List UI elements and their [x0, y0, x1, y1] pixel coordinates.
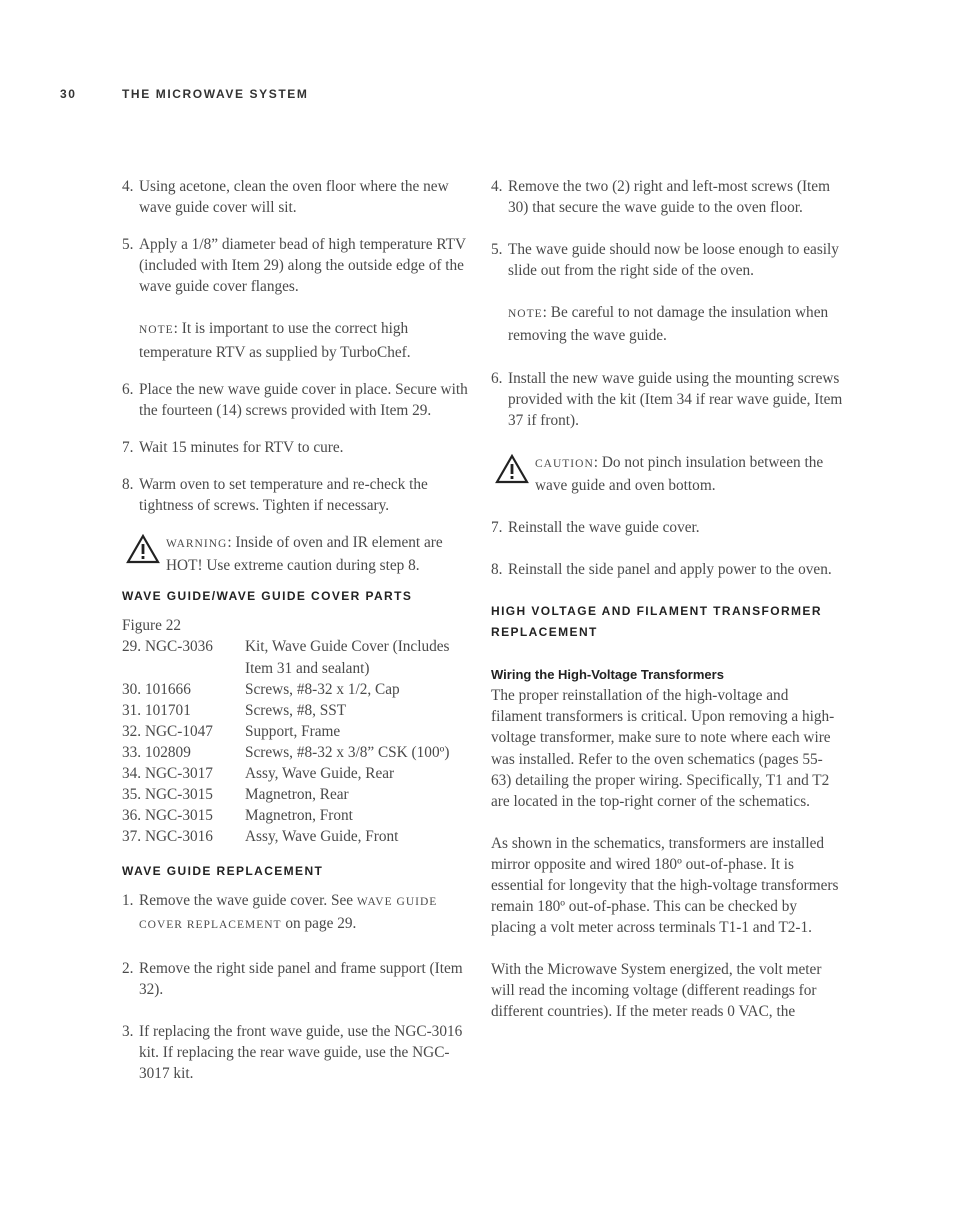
- figure-label: Figure 22: [122, 617, 182, 635]
- parts-row: 37. NGC-3016 Assy, Wave Guide, Front: [122, 828, 399, 846]
- running-title: THE MICROWAVE SYSTEM: [122, 87, 309, 101]
- parts-row: 35. NGC-3015 Magnetron, Rear: [122, 786, 349, 804]
- parts-row: 30. 101666 Screws, #8-32 x 1/2, Cap: [122, 680, 400, 698]
- note-label: NOTE: [139, 324, 174, 337]
- caution-callout: CAUTION: Do not pinch insulation between the wave guide and oven bottom.: [491, 452, 843, 496]
- warning-callout: WARNING: Inside of oven and IR element are HOT! Use extreme caution during step 8.: [122, 532, 474, 576]
- list-item: 4. Using acetone, clean the oven floor where the new wave guide cover will sit.: [122, 178, 449, 217]
- parts-row: 33. 102809 Screws, #8-32 x 3/8” CSK (100º): [122, 743, 450, 761]
- parts-row: 29. NGC-3036 Kit, Wave Guide Cover (Includes Item 31 and sealant): [122, 638, 450, 677]
- list-item: 3. If replacing the front wave guide, use the NGC-3016 kit. If replacing the rear wave guide, use the NGC-3017 kit.: [122, 1022, 463, 1082]
- list-item: 7. Wait 15 minutes for RTV to cure.: [122, 438, 344, 456]
- list-item: 7. Reinstall the wave guide cover.: [491, 519, 700, 537]
- note-label: NOTE: [508, 308, 543, 321]
- list-item: 5. Apply a 1/8” diameter bead of high temperature RTV (included with Item 29) along the outside edge of the wave guide cover flanges.: [122, 236, 466, 296]
- parts-row: 31. 101701 Screws, #8, SST: [122, 701, 347, 719]
- parts-row: 34. NGC-3017 Assy, Wave Guide, Rear: [122, 764, 395, 782]
- list-item: 6. Place the new wave guide cover in place. Secure with the fourteen (14) screws provided with Item 29.: [122, 380, 468, 419]
- page-number: 30: [60, 87, 77, 101]
- section-heading: WAVE GUIDE REPLACEMENT: [122, 864, 324, 879]
- note: NOTE: It is important to use the correct high temperature RTV as supplied by TurboChef.: [139, 320, 411, 361]
- list-item: 6. Install the new wave guide using the mounting screws provided with the kit (Item 34 if rear wave guide, Item 37 if front).: [491, 369, 843, 429]
- section-heading: HIGH VOLTAGE AND FILAMENT TRANSFORMER REPLACEMENT: [491, 604, 822, 640]
- list-item: 4. Remove the two (2) right and left-most screws (Item 30) that secure the wave guide to the oven floor.: [491, 178, 830, 217]
- section-heading: WAVE GUIDE/WAVE GUIDE COVER PARTS: [122, 589, 413, 604]
- list-item: 8. Warm oven to set temperature and re-check the tightness of screws. Tighten if necessary.: [122, 475, 428, 515]
- warning-label: WARNING: [166, 538, 228, 551]
- caution-icon: [495, 454, 529, 484]
- parts-row: 36. NGC-3015 Magnetron, Front: [122, 807, 353, 825]
- body-paragraph: With the Microwave System energized, the volt meter will read the incoming voltage (different readings for different countries). If the meter reads 0 VAC, the: [491, 961, 822, 1021]
- list-item: 1. Remove the wave guide cover. See WAVE GUIDE COVER REPLACEMENT on page 29.: [122, 892, 438, 933]
- body-paragraph: As shown in the schematics, transformers are installed mirror opposite and wired 180º out-of-phase. It is essential for longevity that the high-voltage transformers remain 180º out-of-phase. This can be checked by placing a volt meter across terminals T1-1 and T2-1.: [491, 834, 839, 937]
- body-paragraph: The proper reinstallation of the high-voltage and filament transformers is critical. Upon removing a high-voltage transformer, make sure to note where each wire was installed. Refer to the oven schematics (pages 55-63) detailing the proper wiring. Specifically, T1 and T2 are located in the top-right corner of the schematics.: [491, 687, 835, 810]
- list-item: 8. Reinstall the side panel and apply power to the oven.: [491, 561, 832, 579]
- note: NOTE: Be careful to not damage the insulation when removing the wave guide.: [508, 304, 829, 345]
- caution-label: CAUTION: [535, 457, 594, 470]
- running-header: [60, 87, 308, 101]
- left-column: [122, 176, 474, 1100]
- list-item: 5. The wave guide should now be loose enough to easily slide out from the right side of the oven.: [491, 241, 839, 280]
- right-column: [491, 176, 843, 1044]
- cross-reference: WAVE GUIDE COVER REPLACEMENT: [139, 896, 438, 932]
- list-item: 2. Remove the right side panel and frame support (Item 32).: [122, 959, 463, 998]
- parts-list: [122, 615, 474, 847]
- parts-row: 32. NGC-1047 Support, Frame: [122, 722, 341, 740]
- sub-heading: Wiring the High-Voltage Transformers: [491, 667, 724, 683]
- warning-icon: [126, 534, 160, 564]
